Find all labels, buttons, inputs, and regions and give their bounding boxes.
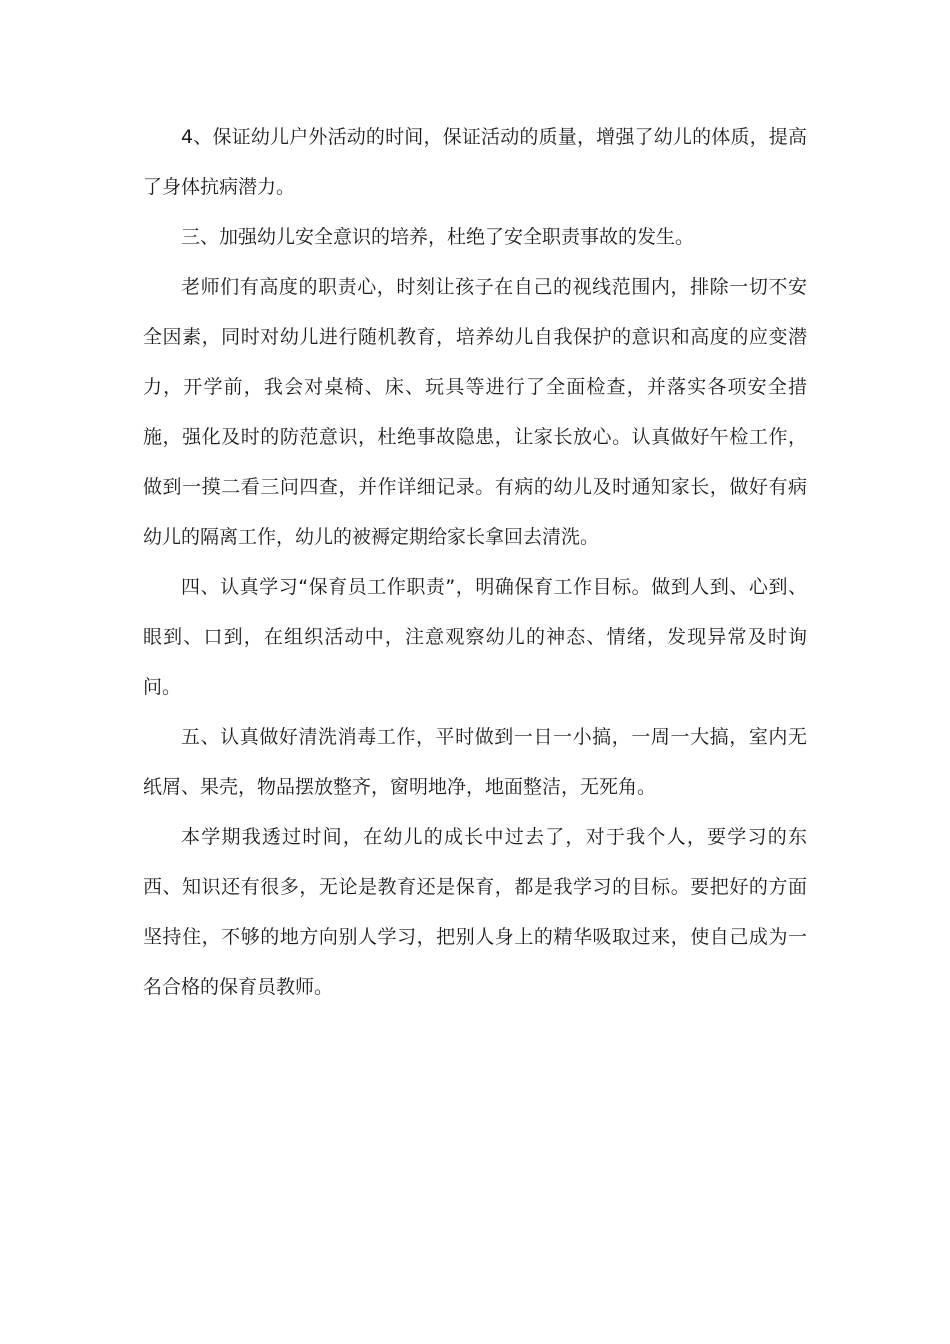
paragraph-outdoor-activity: 4、保证幼儿户外活动的时间，保证活动的质量，增强了幼儿的体质，提高了身体抗病潜力。 bbox=[143, 126, 807, 198]
document-body bbox=[143, 112, 807, 1012]
paragraph-safety-details: 老师们有高度的职责心，时刻让孩子在自己的视线范围内，排除一切不安全因素，同时对幼儿进行随机教育，培养幼儿自我保护的意识和高度的应变潜力，开学前，我会对桌椅、床、玩具等进行了全面检查，并落实各项安全措施，强化及时的防范意识，杜绝事故隐患，让家长放心。认真做好午检工作，做到一摸二看三问四查，并作详细记录。有病的幼儿及时通知家长，做好有病幼儿的隔离工作，幼儿的被褥定期给家长拿回去清洗。 bbox=[143, 276, 807, 548]
paragraph-semester-summary: 本学期我透过时间，在幼儿的成长中过去了，对于我个人，要学习的东西、知识还有很多，无论是教育还是保育，都是我学习的目标。要把好的方面坚持住，不够的地方向别人学习，把别人身上的精华吸取过来，使自己成为一名合格的保育员教师。 bbox=[143, 826, 807, 998]
heading-safety-awareness: 三、加强幼儿安全意识的培养，杜绝了安全职责事故的发生。 bbox=[181, 226, 695, 248]
paragraph-cleaning-disinfection: 五、认真做好清洗消毒工作，平时做到一日一小搞，一周一大搞，室内无纸屑、果壳，物品摆放整齐，窗明地净，地面整洁，无死角。 bbox=[143, 726, 807, 798]
paragraph-caregiver-duties: 四、认真学习“保育员工作职责”，明确保育工作目标。做到人到、心到、眼到、口到，在组织活动中，注意观察幼儿的神态、情绪，发现异常及时询问。 bbox=[143, 576, 807, 698]
